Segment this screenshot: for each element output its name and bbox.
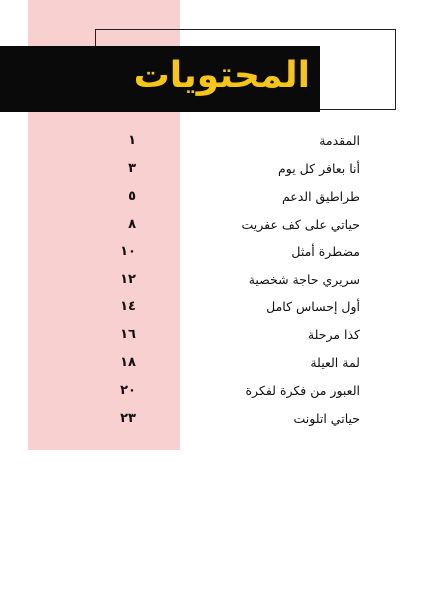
toc-entry-title: العبور من فكرة لفكرة [245,383,360,398]
toc-entry-title: المقدمة [319,133,360,148]
toc-entry[interactable] [0,298,424,326]
toc-entry-page-number: ١٦ [120,327,136,342]
toc-entry-page-number: ١ [128,133,136,148]
toc-entry-page-number: ٢٠ [120,383,136,398]
toc-entry-title: سريري حاجة شخصية [248,272,360,287]
toc-entry[interactable] [0,326,424,354]
toc-entry[interactable] [0,160,424,188]
toc-entry-page-number: ٨ [128,217,136,232]
toc-entry-title: كذا مرحلة [307,327,360,342]
toc-entry-page-number: ١٠ [120,244,136,259]
toc-entry-page-number: ١٨ [120,355,136,370]
toc-entry-page-number: ٢٣ [120,411,136,426]
toc-entry[interactable] [0,216,424,244]
toc-entry[interactable] [0,410,424,438]
toc-entry-title: مضطرة أمثل [291,244,360,259]
page-title: المحتويات [133,55,310,96]
toc-entry-page-number: ٣ [128,161,136,176]
toc-entry-title: حياتي اتلونت [293,411,360,426]
toc-entry-title: أنا بعافر كل يوم [278,161,360,176]
toc-entry[interactable] [0,354,424,382]
toc-entry-page-number: ١٢ [120,272,136,287]
toc-entry-title: لمة العيلة [310,355,360,370]
toc-entry-title: أول إحساس كامل [266,299,360,314]
toc-entry-page-number: ٥ [128,189,136,204]
toc-entry-title: حياتي على كف عفريت [241,217,360,232]
toc-entry-title: طراطيق الدعم [281,189,360,204]
toc-entry[interactable] [0,243,424,271]
toc-entry[interactable] [0,132,424,160]
toc-entry-page-number: ١٤ [120,299,136,314]
toc-entry[interactable] [0,382,424,410]
toc-entry[interactable] [0,188,424,216]
toc-entry[interactable] [0,271,424,299]
